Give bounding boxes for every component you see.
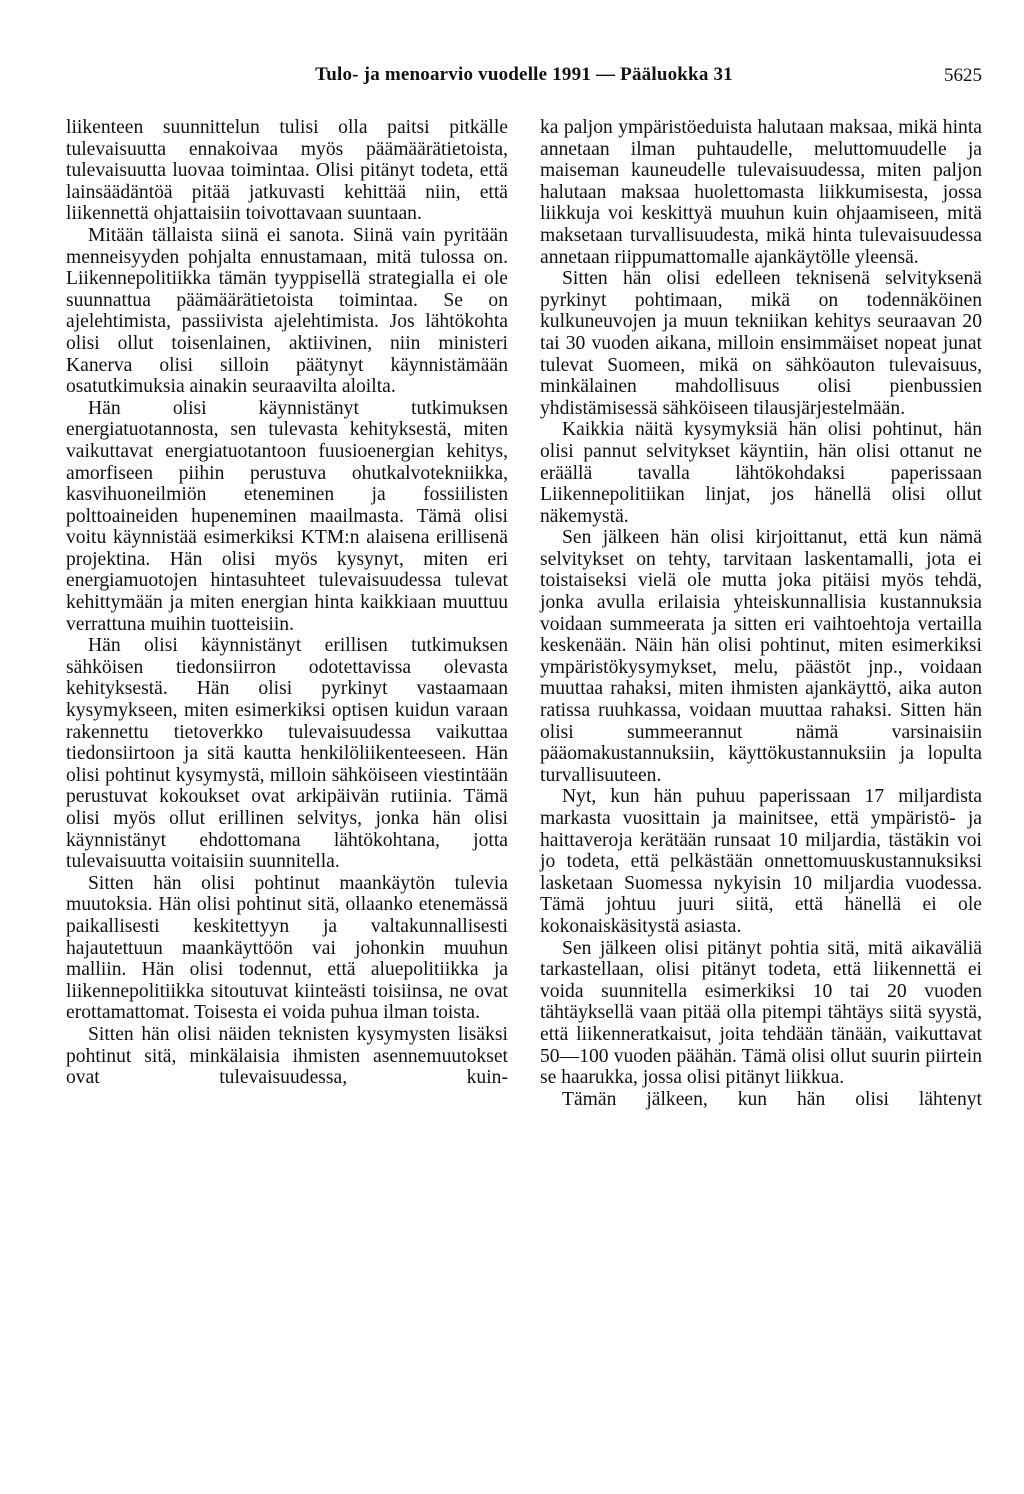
paragraph: Sitten hän olisi edelleen teknisenä selvityksenä pyrkinyt pohtimaan, mikä on todennäköinen kulkuneuvojen ja muun tekniikan kehitys seuraavan 20 tai 30 vuoden aikana, milloin ensimmäiset nopeat junat tulevat Suomeen, mikä on sähköauton tulevaisuus, minkälainen mahdollisuus olisi pienbussien yhdistämisessä sähköiseen tilausjärjestelmään. [540, 268, 982, 419]
paragraph: Nyt, kun hän puhuu paperissaan 17 miljardista markasta vuosittain ja mainitsee, että ympäristö- ja haittaveroja kerätään runsaat 10 miljardia, tästäkin voi jo todeta, että pelkästään onnettomuuskustannuksiksi lasketaan Suomessa nykyisin 10 miljardia vuodessa. Tämä johtuu juuri siitä, että hänellä ei ole kokonaiskäsitystä asiasta. [540, 786, 982, 937]
paragraph: Sitten hän olisi näiden teknisten kysymysten lisäksi pohtinut sitä, minkälaisia ihmisten asennemuutokset ovat tulevaisuudessa, kuin- [66, 1023, 508, 1089]
paragraph: ka paljon ympäristöeduista halutaan maksaa, mikä hinta annetaan ilman puhtaudelle, meluttomuudelle ja maiseman kauneudelle tulevaisuudessa, miten paljon halutaan maksaa huolettomasta liikkumisesta, jossa liikkuja voi keskittyä muuhun kuin ohjaamiseen, mitä maksetaan turvallisuudesta, mikä hinta tulevaisuudessa annetaan riippumattomalle ajankäytölle yleensä. [540, 117, 982, 268]
page-number: 5625 [944, 65, 982, 86]
paragraph: Hän olisi käynnistänyt erillisen tutkimuksen sähköisen tiedonsiirron odotettavissa olevasta kehityksestä. Hän olisi pyrkinyt vastaamaan kysymykseen, miten esimerkiksi optisen kuidun varaan rakennettu tietoverkko tulevaisuudessa vaikuttaa tiedonsiirtoon ja sitä kautta henkilöliikenteeseen. Hän olisi pohtinut kysymystä, milloin sähköiseen viestintään perustuvat kokoukset ovat arkipäivän rutiinia. Tämä olisi myös ollut erillinen selvitys, jonka hän olisi käynnistänyt ehdottomana lähtökohtana, jotta tulevaisuutta voitaisiin suunnitella. [66, 635, 508, 873]
paragraph: Sen jälkeen olisi pitänyt pohtia sitä, mitä aikaväliä tarkastellaan, olisi pitänyt todeta, että liikennettä ei voida suunnitella esimerkiksi 10 tai 20 vuoden tähtäyksellä vaan pitää olla pitempi tähtäys siitä syystä, että liikenneratkaisut, joita tehdään tänään, vaikuttavat 50—100 vuoden päähän. Tämä olisi ollut suurin piirtein se haarukka, jossa olisi pitänyt liikkua. [540, 937, 982, 1089]
paragraph: Mitään tällaista siinä ei sanota. Siinä vain pyritään menneisyyden pohjalta ennustamaan, mitä tulossa on. Liikennepolitiikka tämän tyyppisellä strategialla ei ole suunnattua päämäärätietoista toimintaa. Se on ajelehtimista, passiivista ajelehtimista. Jos lähtökohta olisi ollut toisenlainen, aktiivinen, niin ministeri Kanerva olisi silloin päätynyt käynnistämään osatutkimuksia ainakin seuraavilta aloilta. [66, 224, 508, 398]
paragraph: Sen jälkeen hän olisi kirjoittanut, että kun nämä selvitykset on tehty, tarvitaan laskentamalli, jota ei toistaiseksi vielä ole mutta joka pitäisi myös tehdä, jonka avulla erilaisia yhteiskunnallisia kustannuksia voidaan summeerata ja sitten eri vaihtoehtoja vertailla keskenään. Näin hän olisi pohtinut, miten esimerkiksi ympäristökysymykset, melu, päästöt jnp., voidaan muuttaa rahaksi, miten ihmisten ajankäyttö, aika auton ratissa ruuhkassa, voidaan muuttaa rahaksi. Sitten hän olisi summeerannut nämä varsinaisiin pääomakustannuksiin, käyttökustannuksiin ja lopulta turvallisuuteen. [540, 527, 982, 786]
page-title: Tulo- ja menoarvio vuodelle 1991 — Pääluokka 31 [315, 64, 733, 85]
paragraph: Kaikkia näitä kysymyksiä hän olisi pohtinut, hän olisi pannut selvitykset käyntiin, hän olisi ottanut ne eräällä tavalla lähtökohdaksi paperissaan Liikennepolitiikan linjat, jos hänellä olisi ollut näkemystä. [540, 419, 982, 527]
paragraph: liikenteen suunnittelun tulisi olla paitsi pitkälle tulevaisuutta ennakoivaa myös päämäärätietoista, tulevaisuutta luovaa toimintaa. Olisi pitänyt todeta, että lainsäädäntöä pitää jatkuvasti kehittää niin, että liikennettä ohjattaisiin toivottavaan suuntaan. [66, 117, 508, 225]
paragraph: Sitten hän olisi pohtinut maankäytön tulevia muutoksia. Hän olisi pohtinut sitä, ollaanko etenemässä paikallisesti keskitettyyn ja valtakunnallisesti hajautettuun maankäyttöön vai johonkin muuhun malliin. Hän olisi todennut, että aluepolitiikka ja liikennepolitiikka sitoutuvat kiinteästi toisiinsa, ne ovat erottamattomat. Toisesta ei voida puhua ilman toista. [66, 872, 508, 1024]
paragraph: Hän olisi käynnistänyt tutkimuksen energiatuotannosta, sen tulevasta kehityksestä, miten vaikuttavat energiatuotantoon fuusioenergian kehitys, amorfiseen piihin perustuva ohutkalvotekniikka, kasvihuoneilmiön eteneminen ja fossiilisten polttoaineiden hupeneminen maailmasta. Tämä olisi voitu käynnistää esimerkiksi KTM:n alaisena erillisenä projektina. Hän olisi myös kysynyt, miten eri energiamuotojen hintasuhteet tulevaisuudessa tulevat kehittymään ja miten energian hinta kaikkiaan muuttuu verrattuna muihin tuotteisiin. [66, 397, 508, 635]
page-header [66, 64, 982, 92]
paragraph: Tämän jälkeen, kun hän olisi lähtenyt [562, 1088, 982, 1110]
right-column [540, 117, 982, 1110]
left-column [66, 117, 508, 1089]
